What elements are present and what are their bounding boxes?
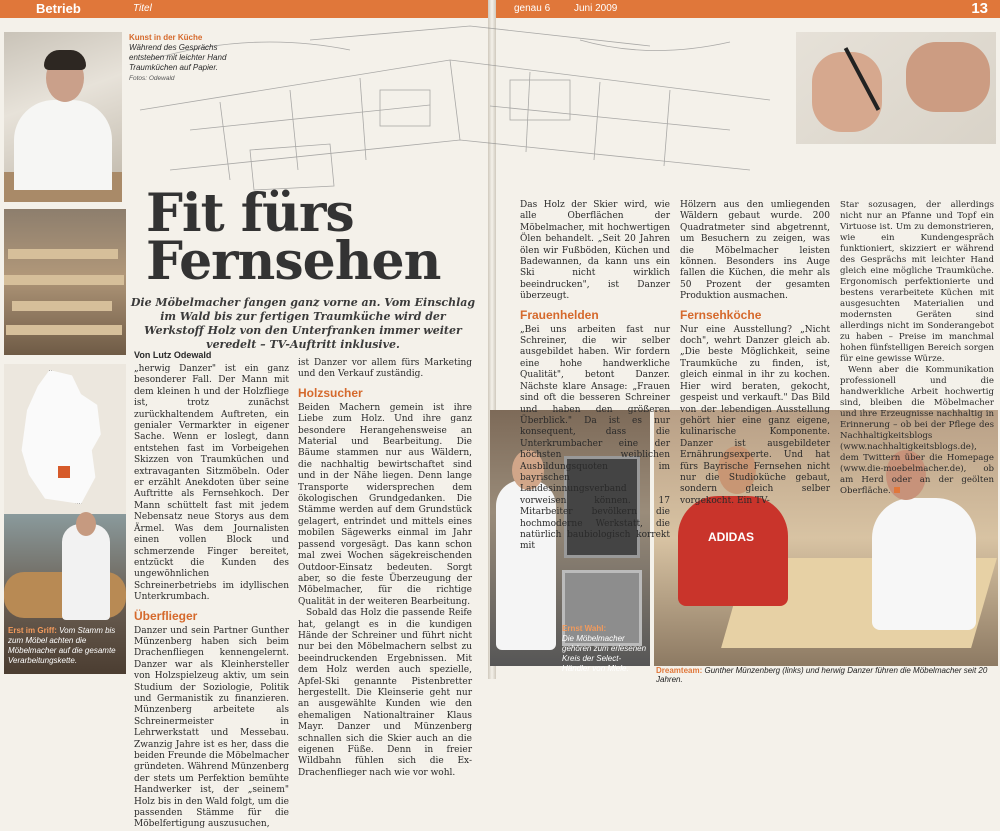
location-marker [58,466,70,478]
article-column-2 [298,358,472,779]
title-line-1: Fit fürs [146,183,354,244]
title-line-2: Fernsehen [146,231,441,292]
column-3-paragraph-2: „Bei uns arbeiten fast nur Schreiner, die wir selber ausgebildet haben. Wir fordern eine hohe handwerkliche Qualität", betont Danzer. Nächste klare Ansage: „Frauen sind oft die besseren Schreiner und haben den größeren Überblick." Da ist es nur konsequent, dass die Unterkrumbacher eine der höchsten weiblichen Ausbildungsquoten im bayrischen Landesinnungsverband vorweisen können. 17 Mitarbeiter bevölkern die hochmoderne Werkstatt, die natürlich baubiologisch korrekt mit [520,324,670,552]
stamm-caption [8,626,124,666]
photo-log-and-carpenter [4,514,126,674]
dreamteam-caption-text: Gunther Münzenberg (links) und herwig Danzer führen die Möbelmacher seit 20 Jahren. [656,666,988,684]
dreamteam-caption [656,666,996,684]
kitchen-caption-text: Während des Gesprächs entstehen mit leichter Hand Traumküchen auf Papier. [129,43,227,72]
right-page-header [496,0,1000,18]
plank-shape [12,301,112,311]
section-label: Betrieb [36,1,81,16]
plank-shape [4,275,124,285]
subsection-label: Titel [133,3,152,14]
photo-wood-storage [4,209,126,355]
germany-outline [18,370,108,504]
kitchen-caption [129,33,229,84]
page-number: 13 [971,0,988,17]
hand-shape [906,42,990,112]
column-5-paragraph-2 [840,365,994,497]
shirt-print: ADIDAS [708,530,755,544]
germany-location-map [4,364,126,514]
article-column-5 [840,200,994,497]
subheading-frauenhelden: Frauenhelden [520,307,599,322]
column-2-paragraph-1: ist Danzer vor allem fürs Marketing und den Verkauf zuständig. [298,358,472,380]
hair-shape [44,50,86,70]
article-column-1 [134,350,289,831]
subheading-holzsucher: Holzsucher [298,385,363,400]
issue-date: Juni 2009 [574,3,618,14]
ernst-caption [562,624,648,674]
article-column-4 [680,200,830,507]
photo-credit: Fotos: Odewald [129,75,175,82]
person-head-shape [76,512,96,536]
ernst-caption-text: Die Möbelmacher gehören zum erlesenen Kreis der Select-Händler von Miele. [562,634,647,673]
column-1-paragraph-1: „herwig Danzer" ist ein ganz besonderer Fall. Der Mann mit dem kleinen h und der Holzfliege ist, trotz zunächst zurückhaltendem Auftreten, ein genialer Vermarkter in eigener Sache. Wenn er loslegt, dann entstehen fast im Vorbeigehen Skizzen von Traumküchen und extravaganten Sitzmöbeln. Oder er erzählt Anekdoten über seine Auftritte als Fernsehkoch. Der Mann schüttelt fast mit jedem Nebensatz neue Storys aus dem Ärmel. Was dem Journalisten einen vollen Block und schmerzende Finger bereitet, entzückt die Kunden des ungewöhnlichen Schreinerbetriebs im idyllischen Unterkrumbach. [134,364,289,603]
photo-danzer-sketching [4,32,122,202]
kitchen-sketch-drawing [130,20,796,198]
column-4-paragraph-2: Nur eine Ausstellung? „Nicht doch", wehrt Danzer gleich ab. „Die beste Möglichkeit, seine Traumküche zu finden, ist, gleich einmal in ihr zu kochen. Hier wird beraten, gekocht, gespeist und verkauft." Das Bild von der lebendigen Ausstellung gehört hier eine ganz eigene, kulinarische Komponente. Danzer ist ausgebildeter Ernährungsexperte. Und hat fürs Bayrische Fernsehen nicht nur die Studioküche gebaut, sondern gleich selber vorgekocht. Ein TV- [680,324,830,506]
plank-shape [8,249,118,259]
left-page-header [0,0,488,18]
end-of-article-marker [894,487,900,493]
white-shirt-shape [872,498,976,630]
photo-hands-drawing [796,32,996,144]
stamm-caption-text: Vom Stamm bis zum Möbel achten die Möbelmacher auf die gesamte Verarbeitungskette. [8,626,116,665]
column-5-paragraph-1: Star sozusagen, der allerdings nicht nur an Pfanne und Topf ein Virtuose ist. Um zu demonstrieren, wie ein Kundengespräch funktioniert, skizziert er während des Gesprächs mit leichter Hand gleich eine mögliche Traumküche. Ergonomisch perfektionierte und bestens verarbeitete Küchen mit ausgesuchten Materialien und modernsten Geräten sind allerdings nicht im Sonderangebot zu haben – Preise im manchmal hohen fünfstelligen Bereich sorgen für eine gewisse Würze. [840,200,994,364]
subheading-ueberflieger: Überflieger [134,608,198,623]
shirt-shape [14,100,112,190]
article-column-3 [520,200,670,553]
subheading-fernsehkoeche: Fernsehköche [680,307,762,322]
dreamteam-caption-head: Dreamteam: [656,666,703,675]
magazine-name: genau 6 [514,3,551,14]
column-3-paragraph-1: Das Holz der Skier wird, wie alle Oberflächen der Möbelmacher, mit hochwertigen Ölen behandelt. „Seit 20 Jahren ölen wir Fußböden, Küchen und Badewannen, da kann uns ein Ski nicht wirklich beeindrucken", ist Danzer überzeugt. [520,200,670,302]
author-byline: Von Lutz Odewald [134,350,212,360]
column-2-paragraph-3: Sobald das Holz die passende Reife hat, gelangt es in die kundigen Hände der Schreiner und führt nicht nur bei den Möbelmachern selbst zu beeindruckenden Ergebnissen. Mit dem Holz werden auch spezielle, Apfel-Ski genannte Pistenbretter hergestellt. Die Kleinserie geht nur an ausgewählte Kunden wie den ehemaligen Nationaltrainer Klaus Mayr. Danzer und Münzenberg schnallen sich die Skier auch an die eigenen Füße. Denn in freier Wildbahn fühlen sich die Ex-Drachenflieger nach wie vor wohl. [298,608,472,778]
article-title [146,183,441,292]
kitchen-caption-head: Kunst in der Küche [129,33,203,42]
stamm-caption-head: Erst im Griff: [8,626,57,635]
column-1-paragraph-2: Danzer und sein Partner Gunther Münzenberg haben sich beim Drachenfliegen kennengelernt. Danzer war als Kleinhersteller von Holzspielzeug aktiv, um sein Studium der Soziologie, Politik und Germanistik zu finanzieren. Münzenberg arbeitete als Schreinermeister in Lehrwerkstatt und Messebau. Zwanzig Jahre ist es her, dass die beiden Freunde die Möbelmacher gründeten. Während Münzenberg der stets um Perfektion bemühte Handwerker ist, der „seinem" Holz bis in den Wald folgt, um die passenden Stämme für die Möbelfertigung auszusuchen, [134,625,289,830]
plank-shape [6,325,122,335]
red-shirt-shape [678,496,788,606]
column-5-paragraph-2-text: Wenn aber die Kommunikation professionell und die handwerkliche Arbeit hochwertig sind, bleiben die Möbelmacher und ihre Erzeugnisse nachhaltig in Erinnerung – ob bei der Pflege des Nachhaltigkeitsblogs (www.nachhaltigkeitsblogs.de), dem Twittern über die Homepage (www.die-moebelmacher.de), ob am Herd oder an der geölten Oberfläche. [840,365,994,496]
column-2-paragraph-2: Beiden Machern gemein ist ihre Liebe zum Holz. Und ihre ganz besondere Herangehensweise an Material und Bearbeitung. Die Bäume stammen nur aus Wäldern, die nachhaltig bewirtschaftet sind und in der Nähe liegen. Denn lange Transporte widersprechen dem ökologischen Grundgedanken. Die Stämme werden auf dem Grundstück gelagert, entrindet und mittels eines mobilen Sägewerks einmal im Jahr passend vorgesägt. Das kann schon mal zwei Wochen sägekreischenden Outdoor-Einsatz bedeuten. Sorgt aber, so die feste Überzeugung der Möbelmacher, für die richtige Qualität in der weiteren Bearbeitung. [298,402,472,607]
person-shape [62,524,110,620]
column-4-paragraph-1: Hölzern aus den umliegenden Wäldern gebaut wurde. 200 Quadratmeter sind abgetrennt, um Besuchern zu zeigen, was die Möbelmacher leisten können. Besonders ins Auge fallen die Küchen, die mehr als 50 Prozent der gesamten Produktion ausmachen. [680,200,830,302]
ernst-caption-head: Ernst Wahl: [562,624,607,633]
article-lede: Die Möbelmacher fangen ganz vorne an. Vom Einschlag im Wald bis zur fertigen Traumküche wird der Werkstoff Holz von den Unterfranken immer weiter veredelt – TV-Auftritt inklusive. [130,296,476,351]
